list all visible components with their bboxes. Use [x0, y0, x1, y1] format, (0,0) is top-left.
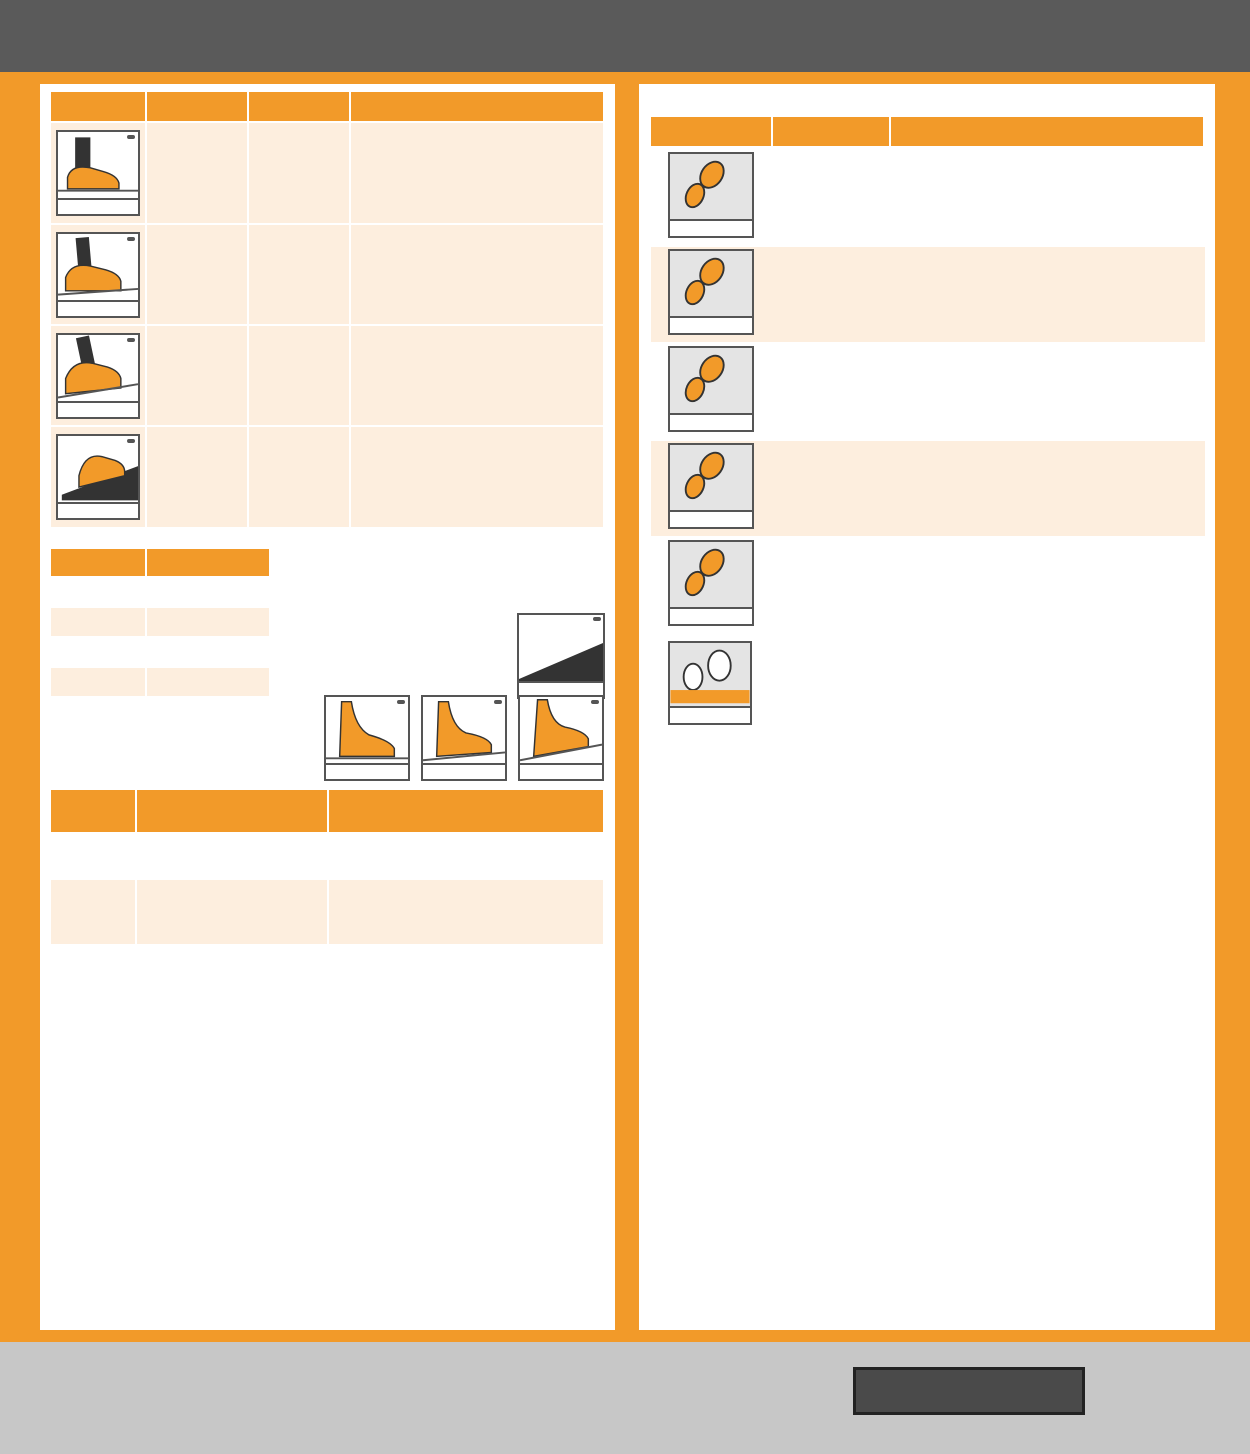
r9-badge-icon [56, 130, 140, 216]
tiefenverschleiss-icon [668, 641, 752, 725]
r12-badge-icon [56, 434, 140, 520]
haft-r12 [249, 427, 349, 527]
th-mindestvolumen [147, 549, 269, 576]
einsatzbereich [893, 538, 1193, 633]
th-privat [137, 790, 327, 832]
table-row [51, 225, 603, 324]
haft-r11 [249, 326, 349, 425]
rutsch-table [49, 90, 605, 529]
table-row [651, 247, 1205, 342]
th-bewertung-abrieb [651, 117, 771, 146]
beanspruchung [773, 247, 887, 342]
th-oeffentlich [329, 790, 603, 832]
beanspruchung [773, 441, 887, 536]
haft-r10 [249, 225, 349, 324]
th-beanspruchung [773, 117, 889, 146]
v-klasse-block [51, 547, 604, 697]
right-column [639, 84, 1215, 1330]
text-r11 [351, 326, 603, 425]
einsatzbereich [893, 344, 1193, 439]
th-einsatzbereich [351, 92, 603, 121]
beanspruchung [773, 344, 887, 439]
tief-block [651, 637, 1203, 749]
table-row [651, 441, 1205, 536]
abriebgruppe-1-icon [668, 152, 754, 238]
table-row [651, 538, 1205, 633]
top-band [0, 0, 1250, 72]
table-row [51, 668, 269, 696]
abrieb-rows [651, 150, 1203, 633]
neigung-r12 [147, 427, 247, 527]
abriebgruppe-4-icon [668, 443, 754, 529]
v-klasse-table [49, 547, 271, 698]
abrieb-table [649, 115, 1205, 148]
table-row [651, 150, 1205, 245]
table-row [51, 880, 603, 944]
left-column [40, 84, 615, 1330]
th-einsatz-abrieb [891, 117, 1203, 146]
neigung-r10 [147, 225, 247, 324]
table-row [51, 326, 603, 425]
beanspruchung [773, 150, 887, 245]
barefoot-a-badge-icon [324, 695, 410, 781]
text-r12 [351, 427, 603, 527]
th-bewertung [51, 92, 145, 121]
table-row [651, 344, 1205, 439]
haft-r9 [249, 123, 349, 223]
einsatzbereich [893, 247, 1193, 342]
hornbach-logo [853, 1367, 1085, 1415]
text-r10 [351, 225, 603, 324]
table-row [51, 834, 603, 878]
neigung-r9 [147, 123, 247, 223]
text-r9 [351, 123, 603, 223]
beanspruchung [773, 538, 887, 633]
neigung-r11 [147, 326, 247, 425]
r10-badge-icon [56, 232, 140, 318]
table-row [51, 123, 603, 223]
table-row [51, 608, 269, 636]
barefoot-table [49, 788, 605, 1012]
barefoot-c-badge-icon [518, 695, 604, 781]
einsatzbereich [893, 150, 1193, 245]
abrieb-intro [651, 90, 1203, 109]
barefoot-b-badge-icon [421, 695, 507, 781]
abriebgruppe-3-icon [668, 346, 754, 432]
table-row [51, 946, 603, 1010]
th-neigung [147, 92, 247, 121]
r12-v4-badge-icon [517, 613, 605, 699]
table-row [51, 578, 269, 606]
th-haftreibewert [249, 92, 349, 121]
r11-badge-icon [56, 333, 140, 419]
abriebgruppe-2-icon [668, 249, 754, 335]
th-v-klasse [51, 549, 145, 576]
abriebgruppe-5-icon [668, 540, 754, 626]
footer [0, 1342, 1250, 1454]
barefoot-block [51, 701, 604, 791]
table-row [51, 638, 269, 666]
einsatzbereich [893, 441, 1193, 536]
table-row [51, 427, 603, 527]
th-bewertung-2 [51, 790, 135, 832]
